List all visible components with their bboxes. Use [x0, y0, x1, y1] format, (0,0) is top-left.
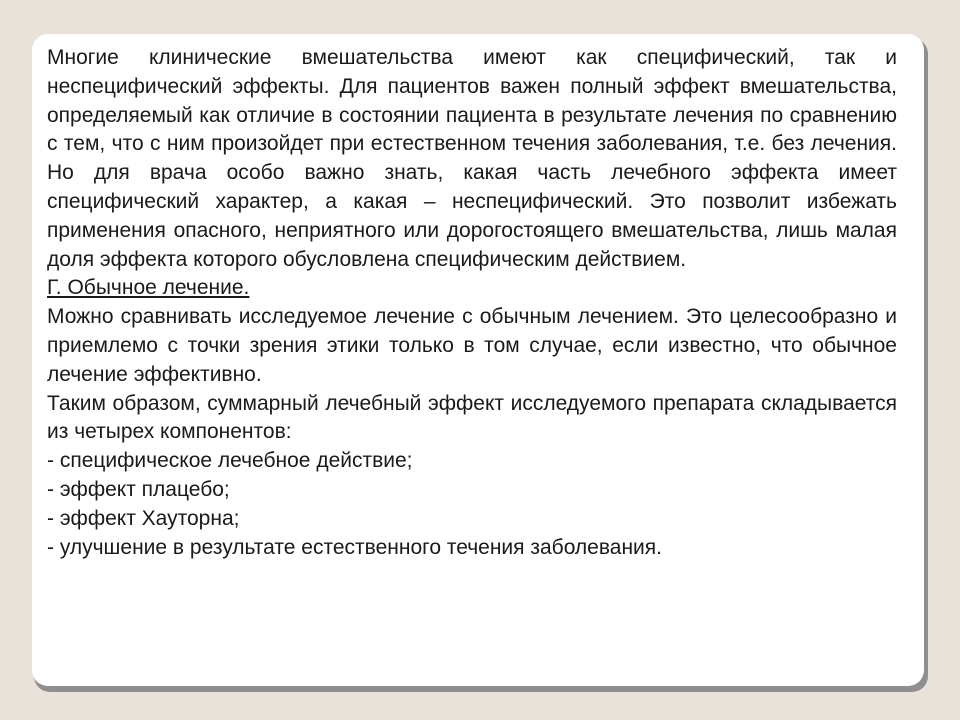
components-list	[47, 447, 897, 562]
list-item: - эффект Хауторна;	[47, 506, 240, 530]
list-item: - улучшение в результате естественного течения заболевания.	[47, 535, 662, 559]
list-item: - эффект плацебо;	[47, 477, 230, 501]
comparison-paragraph: Можно сравнивать исследуемое лечение с обычным лечением. Это целесообразно и приемлемо с точки зрения этики только в том случае, если известно, что обычное лечение эффективно.	[47, 305, 897, 386]
summary-paragraph: Таким образом, суммарный лечебный эффект исследуемого препарата складывается из четырех компонентов:	[47, 391, 897, 444]
list-item: - специфическое лечебное действие;	[47, 449, 413, 473]
intro-paragraph: Многие клинические вмешательства имеют как специфический, так и неспецифический эффекты. Для пациентов важен полный эффект вмешательства, определяемый как отличие в состоянии пациента в результате лечения по сравнению с тем, что с ним произойдет при естественном течения заболевания, т.е. без лечения. Но для врача особо важно знать, какая часть лечебного эффекта имеет специфический характер, а какая – неспецифический. Это позволит избежать применения опасного, неприятного или дорогостоящего вмешательства, лишь малая доля эффекта которого обусловлена специфическим действием.	[47, 46, 897, 271]
section-heading: Г. Обычное лечение.	[47, 276, 250, 300]
slide-text	[47, 44, 897, 562]
